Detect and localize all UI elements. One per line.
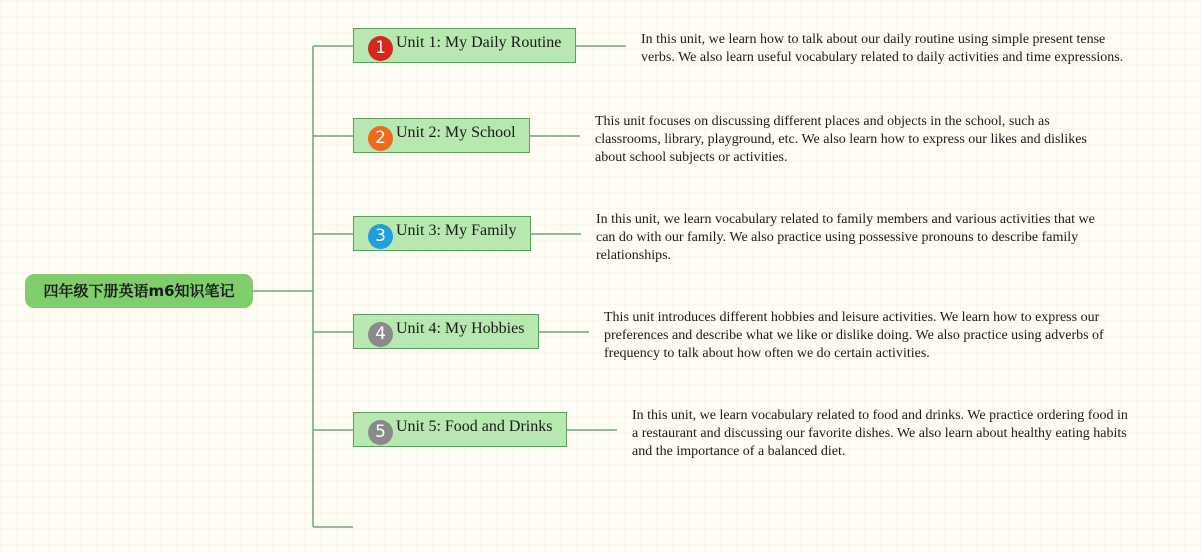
root-topic[interactable]: 四年级下册英语m6知识笔记	[25, 274, 253, 308]
number-4-badge-icon: 4	[368, 322, 393, 347]
number-2-badge-icon: 2	[368, 126, 393, 151]
unit-5-description[interactable]: In this unit, we learn vocabulary related to food and drinks. We practice ordering food in a restaurant and discussing our favorite dishes. We also learn about healthy eating habits and the importance of a balanced diet.	[632, 408, 1128, 459]
unit-1-description[interactable]: In this unit, we learn how to talk about our daily routine using simple present tense verbs. We also learn useful vocabulary related to daily activities and time expressions.	[641, 32, 1124, 65]
unit-4-label: Unit 4: My Hobbies	[396, 319, 525, 337]
unit-2-label: Unit 2: My School	[396, 123, 516, 141]
unit-5-label: Unit 5: Food and Drinks	[396, 417, 553, 435]
number-1-badge-icon: 1	[368, 36, 393, 61]
unit-1-topic[interactable]	[353, 28, 576, 63]
number-5-badge-icon: 5	[368, 420, 393, 445]
unit-2-topic[interactable]	[353, 118, 530, 153]
unit-5-topic[interactable]	[353, 412, 567, 447]
unit-2-description[interactable]: This unit focuses on discussing different places and objects in the school, such as classrooms, library, playground, etc. We also learn how to express our likes and dislikes about school subjects or activities.	[595, 114, 1087, 165]
unit-4-description[interactable]: This unit introduces different hobbies and leisure activities. We learn how to express our preferences and describe what we like or dislike doing. We also practice using adverbs of frequency to talk about how often we do certain activities.	[604, 310, 1104, 361]
unit-1-label: Unit 1: My Daily Routine	[396, 33, 562, 51]
unit-3-description[interactable]: In this unit, we learn vocabulary related to family members and various activities that we can do with our family. We also practice using possessive pronouns to describe family relationships.	[596, 212, 1095, 263]
unit-3-label: Unit 3: My Family	[396, 221, 517, 239]
unit-3-topic[interactable]	[353, 216, 531, 251]
unit-4-topic[interactable]	[353, 314, 539, 349]
number-3-badge-icon: 3	[368, 224, 393, 249]
